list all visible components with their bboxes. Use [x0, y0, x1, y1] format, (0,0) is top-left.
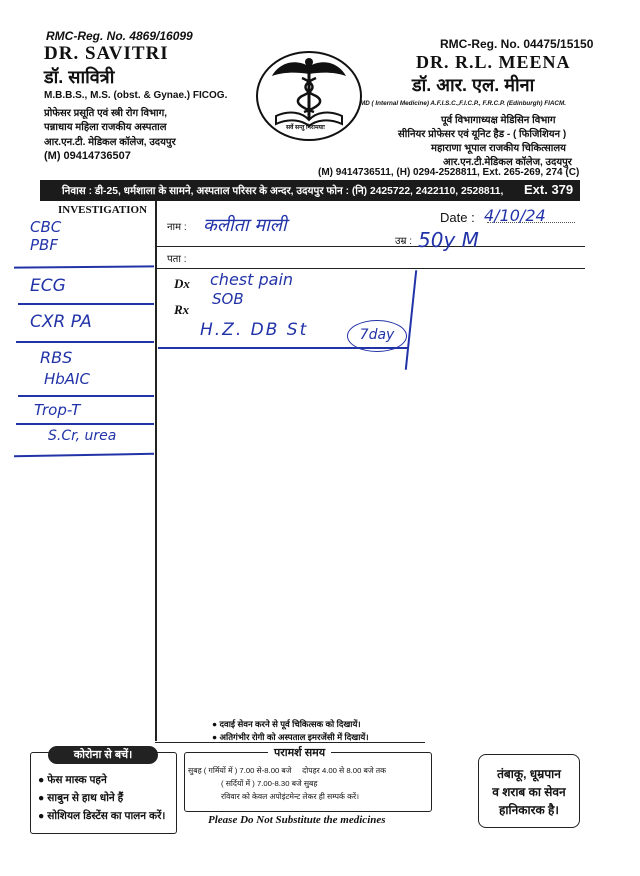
rx-handwritten-line: H.Z. DB St: [200, 320, 309, 340]
tobacco-line-1: तंबाकू, धूम्रपान: [497, 767, 561, 781]
consultation-box-title: परामर्श समय: [268, 745, 331, 760]
name-label: नाम :: [167, 222, 187, 233]
investigation-item: CXR PA: [30, 312, 92, 332]
right-doctor-line2: सीनियर प्रोफेसर एवं यूनिट हैड - ( फिजिशियन ): [398, 129, 567, 140]
investigation-item: CBC: [30, 218, 62, 236]
right-doctor-phones: (M) 9414736511, (H) 0294-2528811, Ext. 265-269, 274 (C): [318, 167, 580, 178]
patient-name-handwritten: कलीता माली: [203, 215, 287, 236]
left-doctor-mobile: (M) 09414736507: [44, 150, 131, 162]
investigation-item: PBF: [30, 236, 58, 254]
handwritten-divider: [14, 453, 154, 457]
handwritten-bracket-line: [405, 270, 417, 370]
investigation-label: INVESTIGATION: [58, 204, 148, 216]
left-doctor-name-hi: डॉ. सावित्री: [44, 67, 115, 87]
corona-item: ● सोशियल डिस्टेंस का पालन करें।: [38, 810, 166, 822]
corona-box-title: कोरोना से बचें।: [48, 746, 158, 764]
investigation-item: S.Cr, urea: [48, 428, 117, 444]
dx-label: Dx: [174, 276, 190, 291]
right-doctor-name-en: DR. R.L. MEENA: [416, 52, 571, 72]
corona-item-label: फेस मास्क पहने: [47, 774, 107, 786]
tobacco-line-3: हानिकारक है।: [499, 803, 559, 817]
name-underline: [155, 246, 585, 247]
age-label: उम्र :: [395, 236, 413, 247]
investigation-item: Trop-T: [34, 401, 81, 419]
dx-handwritten-line2: SOB: [212, 290, 244, 308]
footer-note-1: ● दवाई सेवन करने से पूर्व चिकित्सक को दिखायें।: [212, 719, 361, 729]
right-doctor-degree: MD ( Internal Medicine) A.F.I.S.C.,F.I.C.P., F.R.C.P. (Edinburgh) FIACM.: [360, 100, 566, 107]
handwritten-rx-underline: [158, 347, 408, 349]
investigation-item: RBS: [40, 348, 73, 367]
left-doctor-degree: M.B.B.S., M.S. (obst. & Gynae.) FICOG.: [44, 90, 228, 101]
investigation-item: HbAIC: [44, 370, 90, 388]
left-reg-number: RMC-Reg. No. 4869/16099: [46, 29, 193, 43]
investigation-divider: [155, 201, 157, 741]
address-ext: Ext. 379: [524, 182, 574, 197]
rx-duration-circled: 7day: [347, 320, 407, 352]
logo-caption: सर्वे सन्तु निरामयाः: [286, 125, 325, 131]
corona-item-label: सोशियल डिस्टेंस का पालन करें।: [47, 810, 166, 822]
corona-item: ● फेस मास्क पहने: [38, 774, 107, 786]
right-doctor-line3: महाराणा भूपाल राजकीय चिकित्सालय: [431, 143, 566, 154]
handwritten-divider: [18, 303, 154, 305]
consultation-row-3: रविवार को केवल अपोइंटमेन्ट लेकर ही सम्पर्क करें।: [221, 792, 360, 801]
handwritten-divider: [16, 423, 154, 425]
left-doctor-line1: प्रोफेसर प्रसूति एवं स्त्री रोग विभाग,: [44, 108, 168, 119]
tobacco-warning-box: [478, 754, 580, 828]
address-text: निवास : डी-25, धर्मशाला के सामने, अस्पताल परिसर के अन्दर, उदयपुर फोन : (नि) 2425722, 2422110, 2528811,: [62, 186, 504, 197]
handwritten-divider: [16, 341, 154, 343]
consultation-row-2: ( सर्दियों में ) 7.00-8.30 बजे सुबह: [221, 779, 318, 788]
right-reg-number: RMC-Reg. No. 04475/15150: [440, 37, 594, 51]
corona-box-items: [38, 771, 165, 825]
date-handwritten: 4/10/24: [484, 206, 546, 225]
right-doctor-line4: आर.एन.टी.मेडिकल कॉलेज, उदयपुर: [443, 157, 572, 168]
address-underline: [155, 268, 585, 269]
handwritten-divider: [18, 395, 154, 397]
investigation-item: ECG: [30, 276, 66, 296]
address-label: पता :: [167, 254, 187, 265]
right-doctor-line1: पूर्व विभागाध्यक्ष मेडिसिन विभाग: [441, 115, 556, 126]
handwritten-divider: [14, 265, 154, 268]
date-label: Date :: [440, 210, 475, 225]
corona-item-label: साबुन से हाथ धोने हैं: [47, 792, 124, 804]
tobacco-line-2: व शराब का सेवन: [492, 785, 566, 799]
dx-handwritten-line1: chest pain: [210, 270, 294, 289]
left-doctor-name-en: DR. SAVITRI: [44, 43, 169, 64]
left-doctor-line3: आर.एन.टी. मेडिकल कॉलेज, उदयपुर: [44, 137, 176, 148]
age-handwritten: 50y M: [418, 228, 479, 252]
rx-label: Rx: [174, 302, 190, 317]
left-doctor-line2: पन्नाधाय महिला राजकीय अस्पताल: [44, 122, 167, 133]
consultation-row-1: सुबह ( गर्मियों में ) 7.00 से-8.00 बजे दोपहर 4.00 से 8.00 बजे तक: [188, 766, 387, 775]
address-bar: [40, 180, 580, 201]
right-doctor-name-hi: डॉ. आर. एल. मीना: [412, 75, 535, 95]
footer-note-2: ● अतिगंभीर रोगी को अस्पताल इमरजेंसी में दिखायें।: [212, 732, 369, 742]
substitute-note: Please Do Not Substitute the medicines: [208, 814, 386, 826]
corona-item: ● साबुन से हाथ धोने हैं: [38, 792, 124, 804]
